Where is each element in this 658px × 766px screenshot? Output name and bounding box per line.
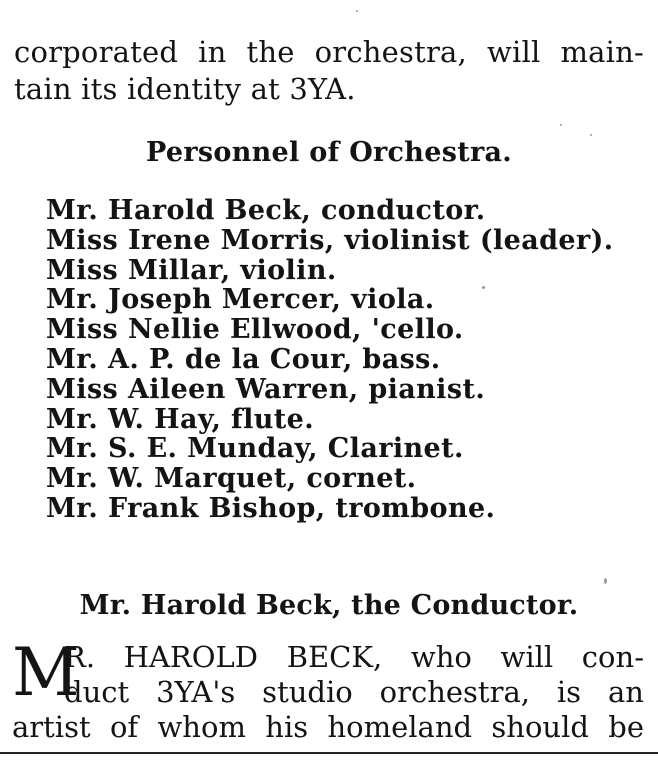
roster-item: Miss Nellie Ellwood, 'cello. [46,314,464,346]
article-line-3: artist of whom his homeland should be [12,710,644,744]
roster-item: Mr. W. Hay, flute. [46,403,315,435]
roster-item: Mr. S. E. Munday, Clarinet. [46,433,464,465]
print-speck [590,134,592,136]
print-speck [356,10,358,12]
article-line-1: R. HAROLD BECK, who will con- [64,640,644,674]
print-speck [560,124,562,126]
roster-item: Mr. W. Marquet, cornet. [46,463,417,495]
intro-line-1: corporated in the orchestra, will main- [14,35,644,69]
drop-cap: M [12,634,80,711]
roster-item: Mr. Frank Bishop, trombone. [46,492,496,524]
roster-item: Mr. Joseph Mercer, viola. [46,284,435,316]
roster-item: Miss Irene Morris, violinist (leader). [46,224,614,256]
roster-item: Mr. A. P. de la Cour, bass. [46,343,441,375]
roster-item: Miss Aileen Warren, pianist. [46,373,486,405]
conductor-heading: Mr. Harold Beck, the Conductor. [79,590,579,621]
article-paragraph [12,634,644,745]
bottom-rule [0,752,658,754]
intro-paragraph [14,34,644,108]
roster-item: Mr. Harold Beck, conductor. [46,195,486,226]
orchestra-roster [46,196,656,524]
personnel-heading: Personnel of Orchestra. [146,137,512,168]
print-speck [604,578,607,584]
article-line-2: duct 3YA's studio orchestra, is an [64,675,644,709]
print-speck [482,286,485,289]
roster-item: Miss Millar, violin. [46,254,337,286]
intro-line-2: tain its identity at 3YA. [14,72,356,106]
